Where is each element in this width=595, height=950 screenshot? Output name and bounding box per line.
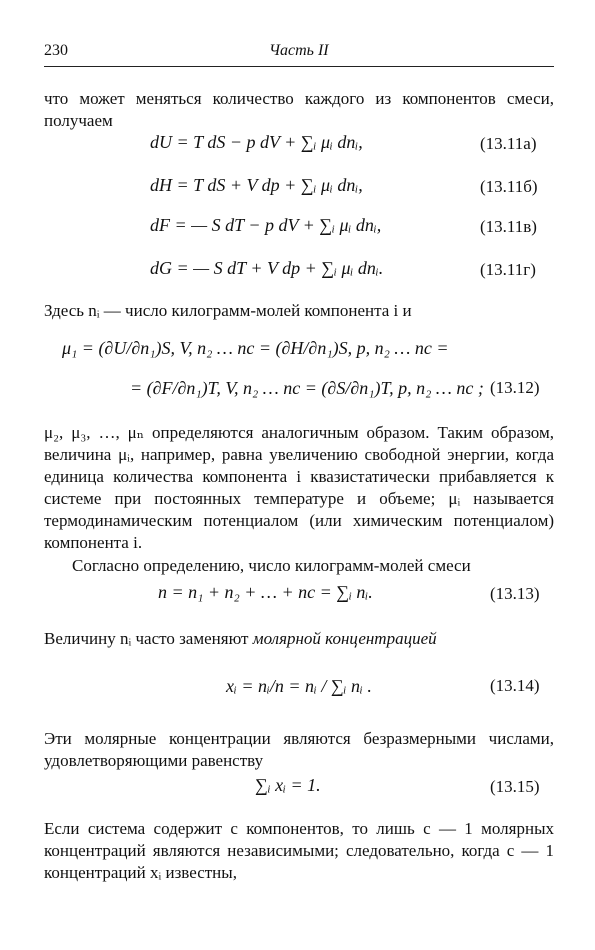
equation-label-13-14: (13.14) bbox=[490, 676, 540, 695]
equation-label-13-12: (13.12) bbox=[490, 378, 540, 397]
paragraph-molar-concentration-text: Величину nᵢ часто заменяют bbox=[44, 629, 249, 648]
page-number: 230 bbox=[44, 42, 68, 59]
paragraph-components: Если система содержит c компонентов, то лишь c — 1 молярных концентраций являются независимыми; следовательно, когда c — 1 концентраций xᵢ известны, bbox=[44, 819, 554, 882]
equation-13-11g: dG = — S dT + V dp + ∑ᵢ μᵢ dnᵢ. bbox=[150, 258, 384, 278]
paragraph-intro: что может меняться количество каждого из компонентов смеси, получаем bbox=[44, 89, 554, 130]
term-molar-concentration: молярной концентрацией bbox=[252, 629, 437, 648]
paragraph-mu-definition: μ₂, μ₃, …, μₙ определяются аналогичным образом. Таким образом, величина μᵢ, например, равна увеличению свободной энергии, когда единица количества компонента i квазистатически прибавляется к системе при постоянных температуре и объеме; μᵢ называется термодинамическим потенциалом (или химическим потенциалом) компонента i. bbox=[44, 423, 554, 552]
equation-label-13-13: (13.13) bbox=[490, 584, 540, 603]
equation-13-11b: dH = T dS + V dp + ∑ᵢ μᵢ dnᵢ, bbox=[150, 175, 363, 195]
equation-13-11a: dU = T dS − p dV + ∑ᵢ μᵢ dnᵢ, bbox=[150, 132, 363, 152]
equation-13-12-line2: = (∂F/∂n₁)T, V, n₂ … nc = (∂S/∂n₁)T, p, n₂ … nc ; bbox=[130, 378, 484, 398]
equation-label-13-15: (13.15) bbox=[490, 777, 540, 796]
equation-13-11v: dF = — S dT − p dV + ∑ᵢ μᵢ dnᵢ, bbox=[150, 215, 382, 235]
equation-label-13-11b: (13.11б) bbox=[480, 177, 538, 196]
paragraph-molar-concentration bbox=[44, 628, 554, 650]
equation-13-13: n = n₁ + n₂ + … + nc = ∑ᵢ nᵢ. bbox=[158, 582, 373, 602]
paragraph-here: Здесь nᵢ — число килограмм-молей компонента i и bbox=[44, 301, 412, 320]
equation-13-12-line1: μ₁ = (∂U/∂n₁)S, V, n₂ … nc = (∂H/∂n₁)S, p, n₂ … nc = bbox=[62, 338, 449, 358]
paragraph-mixture-moles: Согласно определению, число килограмм-молей смеси bbox=[72, 556, 471, 575]
equation-label-13-11v: (13.11в) bbox=[480, 217, 537, 236]
running-head: Часть II bbox=[269, 42, 329, 59]
equation-13-15: ∑ᵢ xᵢ = 1. bbox=[255, 775, 321, 795]
equation-13-14: xᵢ = nᵢ/n = nᵢ / ∑ᵢ nᵢ . bbox=[226, 676, 372, 696]
page-header bbox=[44, 42, 554, 67]
equation-label-13-11g: (13.11г) bbox=[480, 260, 536, 279]
paragraph-dimensionless: Эти молярные концентрации являются безразмерными числами, удовлетворяющими равенству bbox=[44, 729, 554, 770]
equation-label-13-11a: (13.11а) bbox=[480, 134, 537, 153]
